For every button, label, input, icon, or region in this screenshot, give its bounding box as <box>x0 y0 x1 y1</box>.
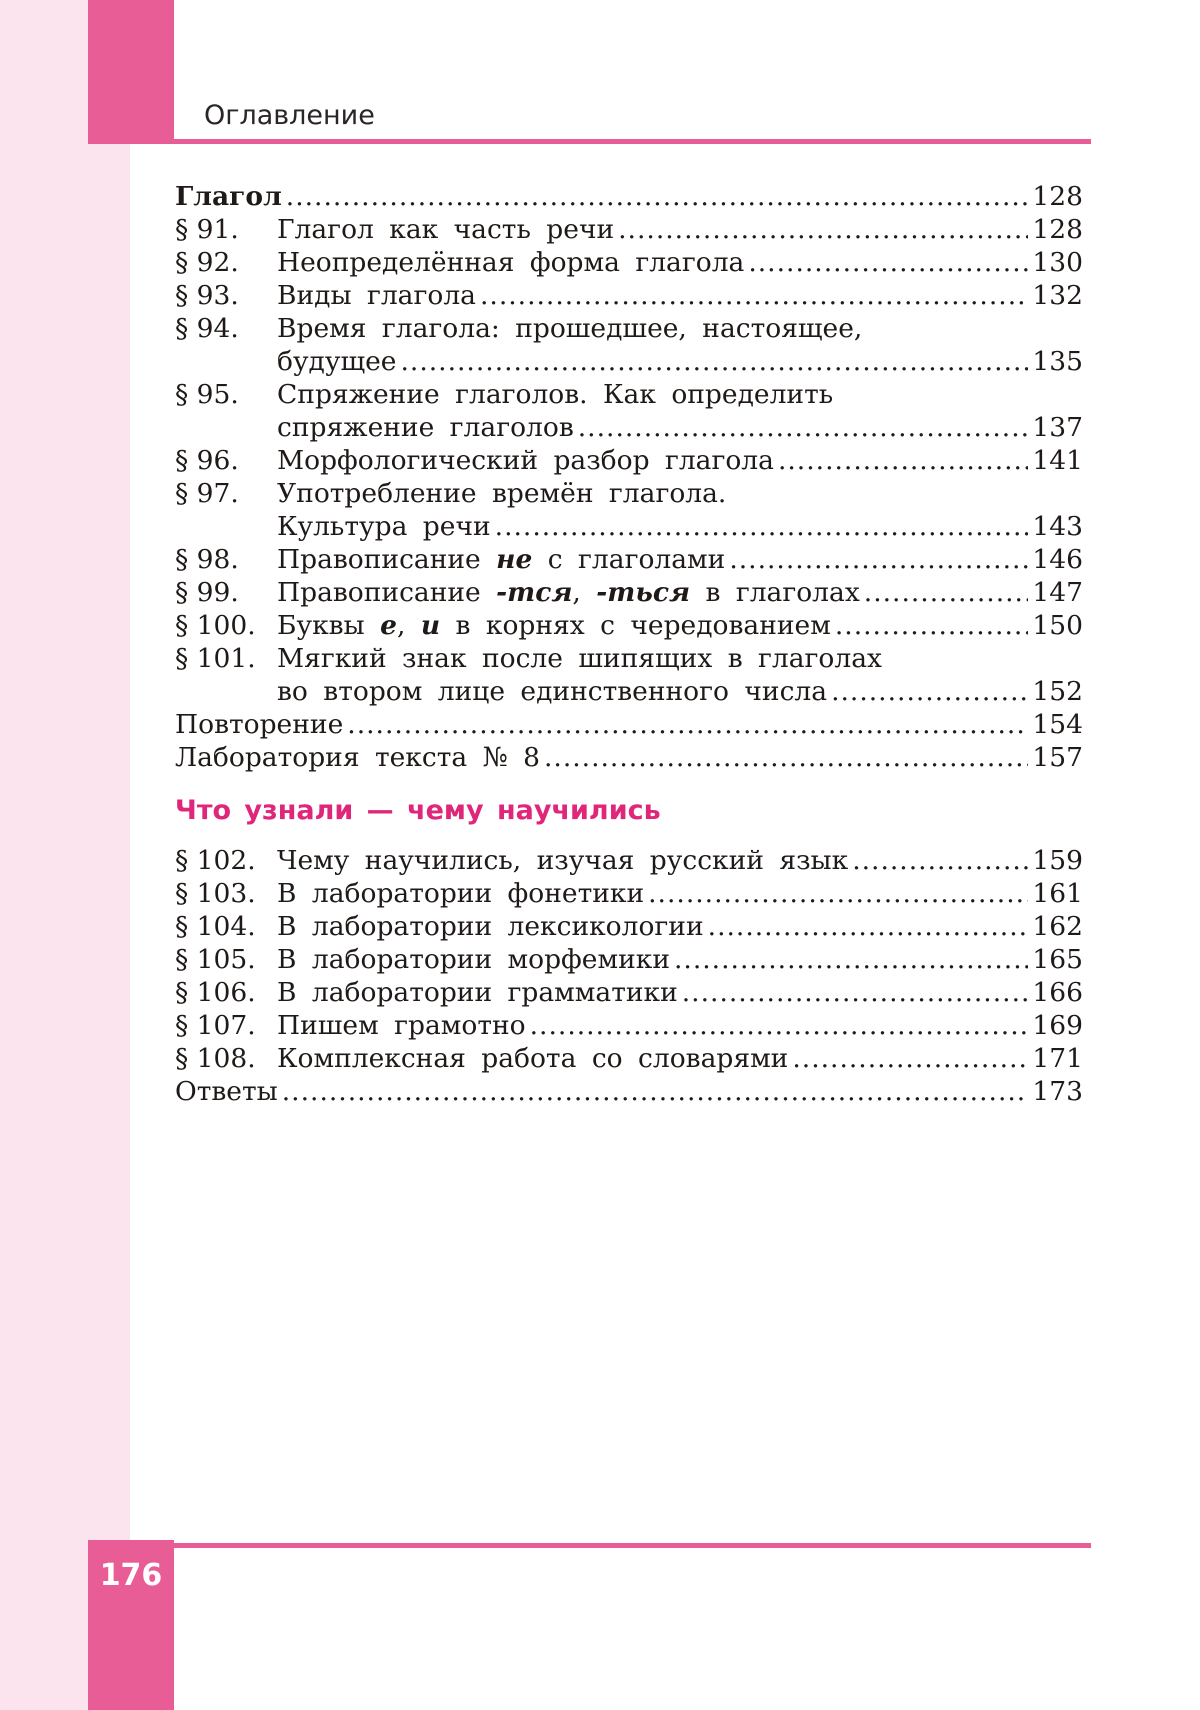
title-emphasis: -ться <box>596 577 691 608</box>
toc-entry-glagol[interactable] <box>175 180 1083 213</box>
toc-entry-number: § 106. <box>175 977 256 1008</box>
toc-entry-title: Глагол <box>175 181 282 212</box>
toc-entry-page: 154 <box>1032 709 1083 740</box>
toc-entry-p107[interactable] <box>175 1009 1083 1042</box>
toc-entry-p99[interactable] <box>175 576 1083 609</box>
toc-entry-page: 146 <box>1032 544 1083 575</box>
toc-entry-page: 171 <box>1032 1043 1083 1074</box>
leader-dots <box>648 877 1028 910</box>
leader-dots <box>347 708 1028 741</box>
toc-entry-number: § 107. <box>175 1010 256 1041</box>
toc-entry-title: Ответы <box>175 1076 278 1107</box>
title-emphasis: -тся <box>496 577 573 608</box>
leader-dots <box>282 1075 1029 1108</box>
toc-entry-page: 173 <box>1032 1076 1083 1107</box>
leader-dots <box>618 213 1028 246</box>
toc-entry-p95-line1[interactable] <box>175 378 1083 411</box>
toc-entry-page: 128 <box>1032 181 1083 212</box>
toc-entry-p100[interactable] <box>175 609 1083 642</box>
toc-entry-number: § 96. <box>175 445 239 476</box>
toc-entry-p94-line2[interactable] <box>175 345 1083 378</box>
title-text: в корнях с чередованием <box>455 610 831 641</box>
leader-dots <box>748 246 1028 279</box>
toc-entry-title: Употребление времён глагола. <box>277 478 727 509</box>
toc-entry-title: Чему научились, изучая русский язык <box>277 845 849 876</box>
toc-entry-number: § 100. <box>175 610 256 641</box>
title-separator: , <box>396 610 406 641</box>
toc-entry-number: § 105. <box>175 944 256 975</box>
toc-entry-number: § 98. <box>175 544 239 575</box>
toc-entry-number: § 95. <box>175 379 239 410</box>
toc-entry-lab8[interactable] <box>175 741 1083 774</box>
toc-entry-p106[interactable] <box>175 976 1083 1009</box>
toc-entry-p93[interactable] <box>175 279 1083 312</box>
section-heading: Что узнали — чему научились <box>175 795 661 826</box>
toc-entry-p98[interactable] <box>175 543 1083 576</box>
title-emphasis: и <box>420 610 441 641</box>
toc-entry-page: 147 <box>1032 577 1083 608</box>
toc-entry-p91[interactable] <box>175 213 1083 246</box>
toc-entry-number: § 108. <box>175 1043 256 1074</box>
header-rule <box>88 139 1091 144</box>
toc-entry-p97-line1[interactable] <box>175 477 1083 510</box>
toc-entry-number: § 99. <box>175 577 239 608</box>
toc-entry-page: 135 <box>1032 346 1083 377</box>
title-text: с глаголами <box>547 544 726 575</box>
leader-dots <box>480 279 1028 312</box>
toc-entry-page: 137 <box>1032 412 1083 443</box>
toc-entry-page: 165 <box>1032 944 1083 975</box>
toc-entry-page: 161 <box>1032 878 1083 909</box>
header-color-tab <box>88 0 174 144</box>
page-title: Оглавление <box>204 100 375 131</box>
toc-entry-number: § 94. <box>175 313 239 344</box>
toc-entry-page: 152 <box>1032 676 1083 707</box>
leader-dots <box>864 576 1029 609</box>
toc-entry-title: В лаборатории грамматики <box>277 977 678 1008</box>
toc-entry-title: Неопределённая форма глагола <box>277 247 745 278</box>
toc-entry-page: 141 <box>1032 445 1083 476</box>
toc-entry-number: § 101. <box>175 643 256 674</box>
toc-entry-p105[interactable] <box>175 943 1083 976</box>
toc-entry-number: § 102. <box>175 845 256 876</box>
toc-entry-p97-line2[interactable] <box>175 510 1083 543</box>
toc-entry-page: 150 <box>1032 610 1083 641</box>
toc-entry-page: 143 <box>1032 511 1083 542</box>
toc-entry-p94-line1[interactable] <box>175 312 1083 345</box>
toc-entry-p102[interactable] <box>175 844 1083 877</box>
toc-entry-page: 159 <box>1032 845 1083 876</box>
toc-entry-title: В лаборатории фонетики <box>277 878 645 909</box>
toc-entry-p103[interactable] <box>175 877 1083 910</box>
toc-entry-p96[interactable] <box>175 444 1083 477</box>
toc-entry-title: Виды глагола <box>277 280 476 311</box>
toc-entry-repeat[interactable] <box>175 708 1083 741</box>
toc-entry-page: 130 <box>1032 247 1083 278</box>
toc-entry-title: будущее <box>277 346 397 377</box>
toc-entry-number: § 91. <box>175 214 239 245</box>
leader-dots <box>682 976 1029 1009</box>
title-text: в глаголах <box>705 577 860 608</box>
page-number: 176 <box>99 1558 163 1593</box>
toc-entry-p92[interactable] <box>175 246 1083 279</box>
toc-entry-title: Спряжение глаголов. Как определить <box>277 379 834 410</box>
title-separator: , <box>572 577 581 608</box>
toc-entry-title: во втором лице единственного числа <box>277 676 828 707</box>
toc-entry-page: 132 <box>1032 280 1083 311</box>
toc-entry-number: § 97. <box>175 478 239 509</box>
title-text: Правописание <box>277 577 481 608</box>
toc-entry-title: Морфологический разбор глагола <box>277 445 774 476</box>
toc-entry-title: Культура речи <box>277 511 491 542</box>
toc-entry-title: спряжение глаголов <box>277 412 574 443</box>
toc-entry-title <box>277 609 831 642</box>
toc-entry-number: § 103. <box>175 878 256 909</box>
leader-dots <box>578 411 1029 444</box>
toc-entry-page: 162 <box>1032 911 1083 942</box>
table-of-contents <box>175 180 1083 1108</box>
leader-dots <box>778 444 1028 477</box>
toc-entry-page: 166 <box>1032 977 1083 1008</box>
title-text: Правописание <box>277 544 481 575</box>
leader-dots <box>852 844 1028 877</box>
toc-entry-p108[interactable] <box>175 1042 1083 1075</box>
toc-entry-answers[interactable] <box>175 1075 1083 1108</box>
toc-entry-number: § 104. <box>175 911 256 942</box>
toc-entry-p95-line2[interactable] <box>175 411 1083 444</box>
toc-entry-number: § 92. <box>175 247 239 278</box>
leader-dots <box>530 1009 1029 1042</box>
leader-dots <box>835 609 1029 642</box>
toc-entry-p101-line1[interactable] <box>175 642 1083 675</box>
leader-dots <box>729 543 1028 576</box>
toc-entry-title: Глагол как часть речи <box>277 214 615 245</box>
title-text: Буквы <box>277 610 365 641</box>
toc-entry-number: § 93. <box>175 280 239 311</box>
toc-entry-title: Пишем грамотно <box>277 1010 526 1041</box>
leader-dots <box>286 180 1029 213</box>
toc-entry-page: 128 <box>1032 214 1083 245</box>
leader-dots <box>400 345 1028 378</box>
toc-entry-title: В лаборатории лексикологии <box>277 911 704 942</box>
toc-entry-p101-line2[interactable] <box>175 675 1083 708</box>
toc-entry-title: В лаборатории морфемики <box>277 944 670 975</box>
page-margin-band <box>0 0 130 1710</box>
toc-entry-title: Повторение <box>175 709 344 740</box>
toc-entry-title: Лаборатория текста № 8 <box>175 742 540 773</box>
toc-entry-title <box>277 543 725 576</box>
leader-dots <box>674 943 1028 976</box>
toc-entry-p104[interactable] <box>175 910 1083 943</box>
title-emphasis: е <box>380 610 397 641</box>
toc-entry-title <box>277 576 860 609</box>
footer-rule <box>174 1543 1091 1548</box>
title-emphasis: не <box>496 544 533 575</box>
toc-entry-page: 169 <box>1032 1010 1083 1041</box>
toc-entry-title: Комплексная работа со словарями <box>277 1043 789 1074</box>
leader-dots <box>792 1042 1028 1075</box>
leader-dots <box>831 675 1028 708</box>
leader-dots <box>544 741 1028 774</box>
toc-entry-title: Мягкий знак после шипящих в глаголах <box>277 643 882 674</box>
leader-dots <box>708 910 1029 943</box>
leader-dots <box>495 510 1029 543</box>
toc-entry-title: Время глагола: прошедшее, настоящее, <box>277 313 863 344</box>
toc-entry-page: 157 <box>1032 742 1083 773</box>
